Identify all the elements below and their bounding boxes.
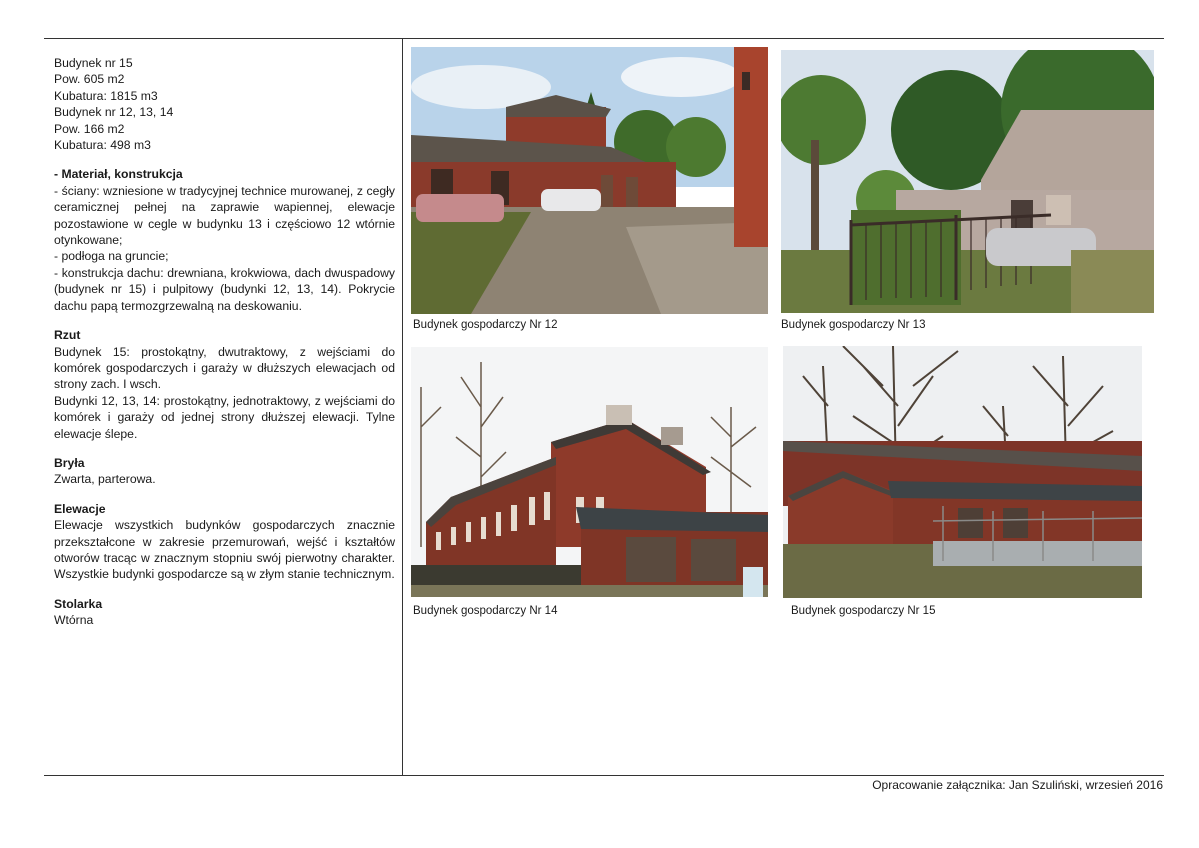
section-paragraph: Budynek 15: prostokątny, dwutraktowy, z wejściami do komórek gospodarczych i garaży w dłuższych elewacjach od strony zach. I wsch. [54,344,395,392]
photo-caption-14: Budynek gospodarczy Nr 14 [413,605,558,617]
photo-building-15 [783,346,1142,598]
footer-credit: Opracowanie załącznika: Jan Szuliński, wrzesień 2016 [872,778,1163,792]
section-paragraph: Budynki 12, 13, 14: prostokątny, jednotraktowy, z wejściami do komórek i garaży od jednej strony dłuższej elewacji. Tylne elewacje ślepe. [54,393,395,441]
column-divider [402,38,403,775]
photo-building-12 [411,47,768,314]
section-paragraph: Wtórna [54,613,94,628]
section-heading-material: - Materiał, konstrukcja [54,167,183,182]
top-rule [44,38,1164,39]
section-paragraph: - podłoga na gruncie; [54,249,169,264]
photo-caption-15: Budynek gospodarczy Nr 15 [791,605,936,617]
section-heading-elewacje: Elewacje [54,501,106,516]
section-heading-bryla: Bryła [54,455,85,470]
photo-building-13 [781,50,1154,313]
header-line: Budynek nr 15 [54,56,133,70]
section-paragraph: - konstrukcja dachu: drewniana, krokwiowa, dach dwuspadowy (budynek nr 15) i pulpitowy (budynki 12, 13, 14). Pokrycie dachu papą termozgrzewalną na deskowaniu. [54,265,395,313]
header-line: Pow. 605 m2 [54,72,125,87]
photo-building-14 [411,347,768,597]
section-heading-rzut: Rzut [54,328,81,343]
section-paragraph: - ściany: wzniesione w tradycyjnej technice murowanej, z cegły ceramicznej pełnej na zaprawie wapiennej, elewacje pozostawione w cegle w budynku 13 i częściowo 12 wtórnie otynkowane; [54,183,395,248]
bottom-rule [44,775,1164,776]
photo-caption-13: Budynek gospodarczy Nr 13 [781,319,926,331]
header-line: Kubatura: 498 m3 [54,138,151,153]
header-line: Pow. 166 m2 [54,121,125,136]
photo-caption-12: Budynek gospodarczy Nr 12 [413,319,558,331]
section-paragraph: Zwarta, parterowa. [54,472,156,487]
header-line: Budynek nr 12, 13, 14 [54,105,174,120]
section-heading-stolarka: Stolarka [54,596,103,611]
section-paragraph: Elewacje wszystkich budynków gospodarczych znacznie przekształcone w zakresie przemurowań, wejść i kształtów otworów tracąc w znacznym stopniu swój pierwotny charakter. Wszystkie budynki gospodarcze są w złym stanie technicznym. [54,518,395,582]
header-line: Kubatura: 1815 m3 [54,88,158,103]
description-column [54,55,395,629]
